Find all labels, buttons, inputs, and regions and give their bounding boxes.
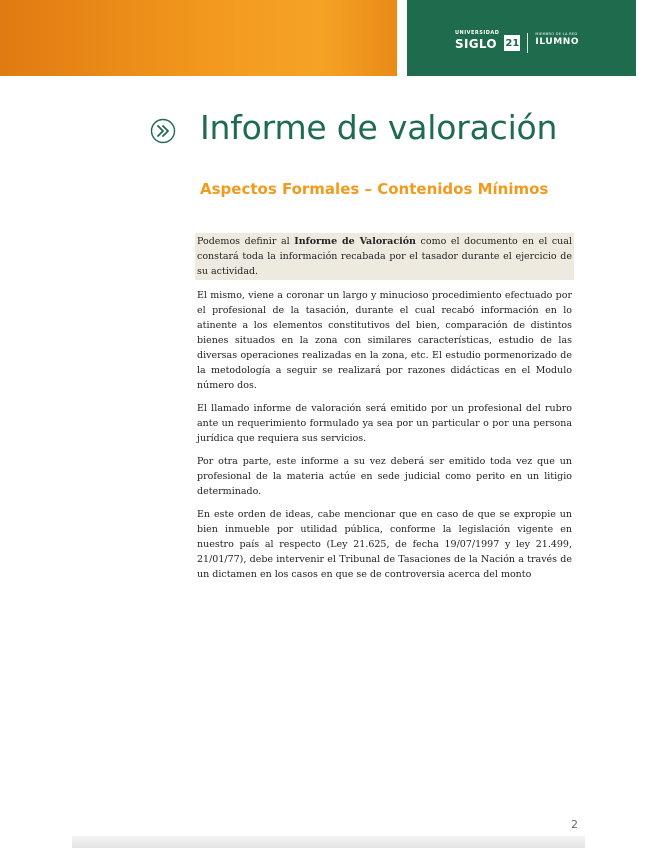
logo-university-name: SIGLO [455, 36, 497, 51]
paragraph: El llamado informe de valoración será emitido por un profesional del rubro ante un requerimiento formulado ya sea por un particular o por una persona jurídica que requiera sus servicios. [197, 403, 572, 444]
page-number: 2 [571, 818, 578, 831]
paragraph: El mismo, viene a coronar un largo y minucioso procedimiento efectuado por el profesional de la tasación, durante el cual recabó información en lo atinente a los elementos constitutivos del bien, comparación de distintos bienes situados en la zona con similares características, estudio de las diversas operaciones realizadas en la zona, etc. El estudio pormenorizado de la metodología a seguir se realizará por razones didácticas en el Modulo número dos. [197, 290, 572, 391]
university-logo [455, 25, 579, 55]
section-subtitle: Aspectos Formales – Contenidos Mínimos [200, 180, 549, 198]
logo-university-small: UNIVERSIDAD [455, 29, 500, 36]
highlighted-paragraph [195, 233, 574, 280]
paragraph-text: Podemos definir al [197, 236, 295, 247]
logo-badge: 21 [504, 35, 520, 51]
logo-ilumno [535, 33, 579, 48]
logo-partner-name: ILUMNO [535, 37, 580, 48]
footer-bar [72, 836, 585, 848]
page-title: Informe de valoración [200, 108, 558, 147]
logo-partner-small: MIEMBRO DE LA RED [535, 31, 578, 36]
body-content [197, 233, 572, 590]
header-orange-banner [0, 0, 397, 76]
logo-divider [527, 33, 528, 53]
paragraph-text: como el documento en el cual constará toda la información recabada por el tasador durante el ejercicio de su actividad. [197, 236, 572, 277]
paragraph: En este orden de ideas, cabe mencionar que en caso de que se expropie un bien inmueble por utilidad pública, conforme la legislación vigente en nuestro país al respecto (Ley 21.625, de fecha 19/07/1997 y ley 21.499, 21/01/77), debe intervenir el Tribunal de Tasaciones de la Nación a través de un dictamen en los casos en que se de controversia acerca del monto [197, 509, 572, 580]
bold-term: Informe de Valoración [294, 236, 416, 247]
logo-siglo [455, 31, 499, 50]
double-chevron-right-circle-icon [150, 118, 176, 144]
paragraph: Por otra parte, este informe a su vez deberá ser emitido toda vez que un profesional de la materia actúe en sede judicial como perito en un litigio determinado. [197, 456, 572, 497]
